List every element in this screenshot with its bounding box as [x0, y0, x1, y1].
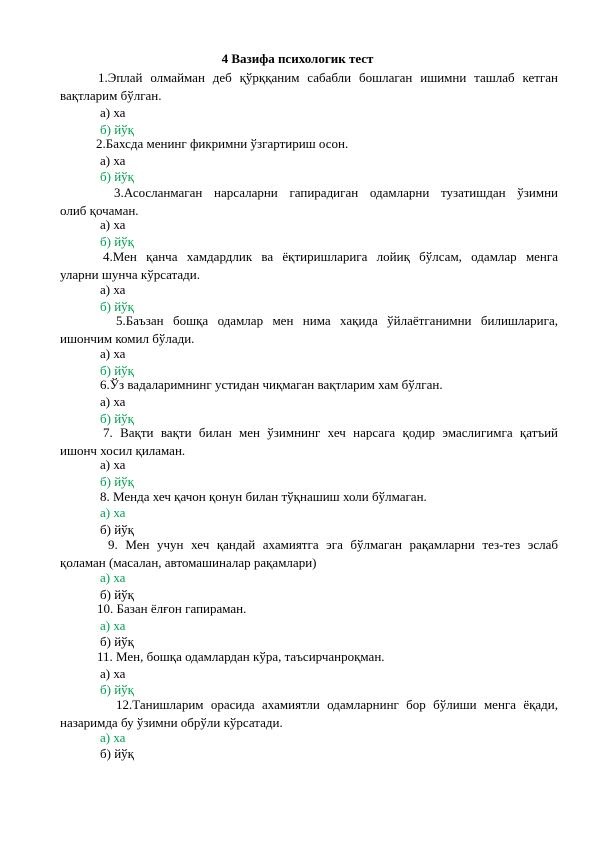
option-a[interactable]: а) ха: [100, 570, 126, 585]
option-a[interactable]: а) ха: [100, 217, 126, 232]
question-12: [60, 696, 558, 730]
question-text: 1.Эплай олмайман деб қўрққаним сабабли бошлаган ишимни ташлаб кетган: [98, 70, 558, 85]
question-text-cont: назаримда бу ўзимни обрўли кўрсатади.: [60, 715, 283, 730]
option-b[interactable]: б) йўқ: [100, 522, 134, 537]
option-a[interactable]: а) ха: [100, 153, 126, 168]
question-6: [60, 376, 558, 394]
question-7: [60, 424, 558, 458]
question-text: 3.Асосланмаган нарсаларни гапирадиган одамларни тузатишдан ўзимни: [114, 185, 558, 200]
question-text: 4.Мен қанча хамдардлик ва ёқтиришларига лойиқ бўлсам, одамлар менга: [103, 249, 558, 264]
question-1: [60, 69, 558, 103]
question-text: 9. Мен учун хеч қандай ахамиятга эга бўлмаган рақамларни тез-тез эслаб: [108, 537, 558, 552]
question-text-cont: олиб қочаман.: [60, 203, 139, 218]
option-a[interactable]: а) ха: [100, 394, 126, 409]
question-2: [60, 135, 558, 153]
question-text-cont: ишончим комил бўлади.: [60, 331, 195, 346]
option-a[interactable]: а) ха: [100, 666, 126, 681]
question-text-cont: қоламан (масалан, автомашиналар рақамлари): [60, 555, 317, 570]
option-b[interactable]: б) йўқ: [100, 587, 134, 602]
question-4: [60, 248, 558, 282]
option-b[interactable]: б) йўқ: [100, 169, 134, 184]
question-text-cont: вақтларим бўлган.: [60, 88, 162, 103]
question-5: [60, 312, 558, 346]
option-b[interactable]: б) йўқ: [100, 363, 134, 378]
question-11: [60, 648, 558, 666]
question-9: [60, 536, 558, 570]
option-b[interactable]: б) йўқ: [100, 122, 134, 137]
option-a[interactable]: а) ха: [100, 505, 126, 520]
question-text: 8. Менда хеч қачон қонун билан тўқнашиш холи бўлмаган.: [100, 489, 427, 504]
option-b[interactable]: б) йўқ: [100, 411, 134, 426]
option-a[interactable]: а) ха: [100, 730, 126, 745]
option-a[interactable]: а) ха: [100, 618, 126, 633]
question-3: [60, 184, 558, 218]
option-a[interactable]: а) ха: [100, 457, 126, 472]
question-8: [60, 488, 558, 506]
question-text: 2.Бахсда менинг фикримни ўзгартириш осон.: [96, 136, 349, 151]
question-text-cont: ишонч хосил қиламан.: [60, 443, 186, 458]
question-10: [60, 600, 558, 618]
question-text: 7. Вақти вақти билан мен ўзимнинг хеч нарсага қодир эмаслигимга қатъий: [103, 425, 558, 440]
question-text: 6.Ўз вадаларимнинг устидан чиқмаган вақтларим хам бўлган.: [100, 377, 443, 392]
option-b[interactable]: б) йўқ: [100, 634, 134, 649]
option-a[interactable]: а) ха: [100, 282, 126, 297]
question-text: 12.Танишларим орасида ахамиятли одамларнинг бор бўлиши менга ёқади,: [116, 697, 558, 712]
question-text: 11. Мен, бошқа одамлардан кўра, таъсирчанроқман.: [97, 649, 385, 664]
option-b[interactable]: б) йўқ: [100, 474, 134, 489]
question-text: 10. Базан ёлғон гапираман.: [97, 601, 247, 616]
option-b[interactable]: б) йўқ: [100, 682, 134, 697]
option-b[interactable]: б) йўқ: [100, 234, 134, 249]
option-b[interactable]: б) йўқ: [100, 299, 134, 314]
option-a[interactable]: а) ха: [100, 105, 126, 120]
question-text: 5.Баъзан бошқа одамлар мен нима хақида ўйлаётганимни билишларига,: [116, 313, 558, 328]
question-text-cont: уларни шунча кўрсатади.: [60, 267, 200, 282]
page-title: 4 Вазифа психологик тест: [221, 51, 374, 66]
option-b[interactable]: б) йўқ: [100, 746, 134, 761]
option-a[interactable]: а) ха: [100, 346, 126, 361]
